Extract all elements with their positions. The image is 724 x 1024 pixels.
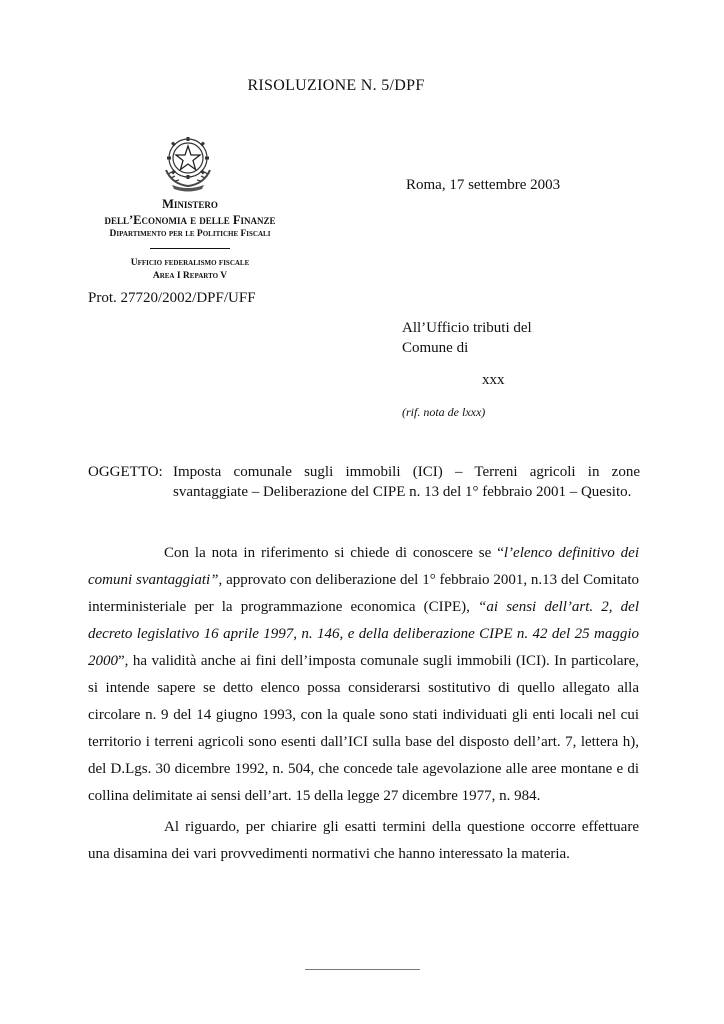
ministry-name-line1: Ministero	[162, 197, 218, 211]
recipient-block	[402, 318, 532, 358]
department-name: Dipartimento per le Politiche Fiscali	[109, 229, 271, 239]
protocol-number: Prot. 27720/2002/DPF/UFF	[88, 290, 256, 306]
office-name: Ufficio federalismo fiscale	[130, 258, 250, 268]
body-paragraph-1	[88, 540, 639, 810]
body-p1-part-e: ”, ha validità anche ai fini dell’imposta comunale sugli immobili (ICI). In particolare, si intende sapere se detto elenco possa considerarsi sostitutivo di quello allegato alla circolare n. 9 del 14 giugno 1993, con la quale sono stati individuati gli enti locali nel cui territorio i terreni agricoli sono esenti dall’ICI sulla base del disposto dell’art. 7, lettera h), del D.Lgs. 30 dicembre 1992, n. 504, che concede tale agevolazione alle aree montane e di collina delimitate ai sensi dell’art. 15 della legge 27 dicembre 1977, n. 984.	[88, 653, 639, 804]
ministry-letterhead	[80, 196, 300, 283]
italian-republic-emblem-icon	[158, 130, 218, 192]
reference-note: (rif. nota de lxxx)	[402, 405, 486, 419]
body-p1-quote-1: l’elenco definitivo dei comuni svantaggiati”,	[88, 545, 640, 588]
body-p1-quote-2: “ai sensi dell’art. 2, del decreto legislativo 16 aprile 1997, n. 146, e della deliberazione CIPE n. 42 del 25 maggio 2000	[88, 599, 639, 669]
body-p1-part-c: approvato con deliberazione del 1° febbraio 2001, n.13 del Comitato interministeriale per la programmazione economica (CIPE),	[88, 572, 639, 615]
ministry-name-line2: dell’Economia e delle Finanze	[104, 213, 276, 227]
subject-text: Imposta comunale sugli immobili (ICI) – Terreni agricoli in zone svantaggiate – Deliberazione del CIPE n. 13 del 1° febbraio 2001 – Quesito.	[173, 464, 640, 500]
letterhead-divider	[150, 248, 230, 249]
letter-date: Roma, 17 settembre 2003	[406, 177, 561, 193]
subject-block	[88, 462, 640, 502]
document-title: RISOLUZIONE N. 5/DPF	[247, 77, 425, 94]
body-p1-part-a: Con la nota in riferimento si chiede di conoscere se “	[164, 545, 504, 561]
body-paragraph-2: Al riguardo, per chiarire gli esatti termini della questione occorre effettuare una disamina dei vari provvedimenti normativi che hanno interessato la materia.	[88, 819, 639, 862]
footnote-separator	[305, 969, 420, 970]
letter-body	[88, 540, 639, 868]
recipient-line1: All’Ufficio tributi del	[402, 320, 532, 336]
subject-label: OGGETTO:	[88, 464, 163, 480]
recipient-name: xxx	[482, 372, 505, 388]
recipient-line2: Comune di	[402, 340, 469, 356]
office-area: Area I Reparto V	[152, 271, 228, 281]
